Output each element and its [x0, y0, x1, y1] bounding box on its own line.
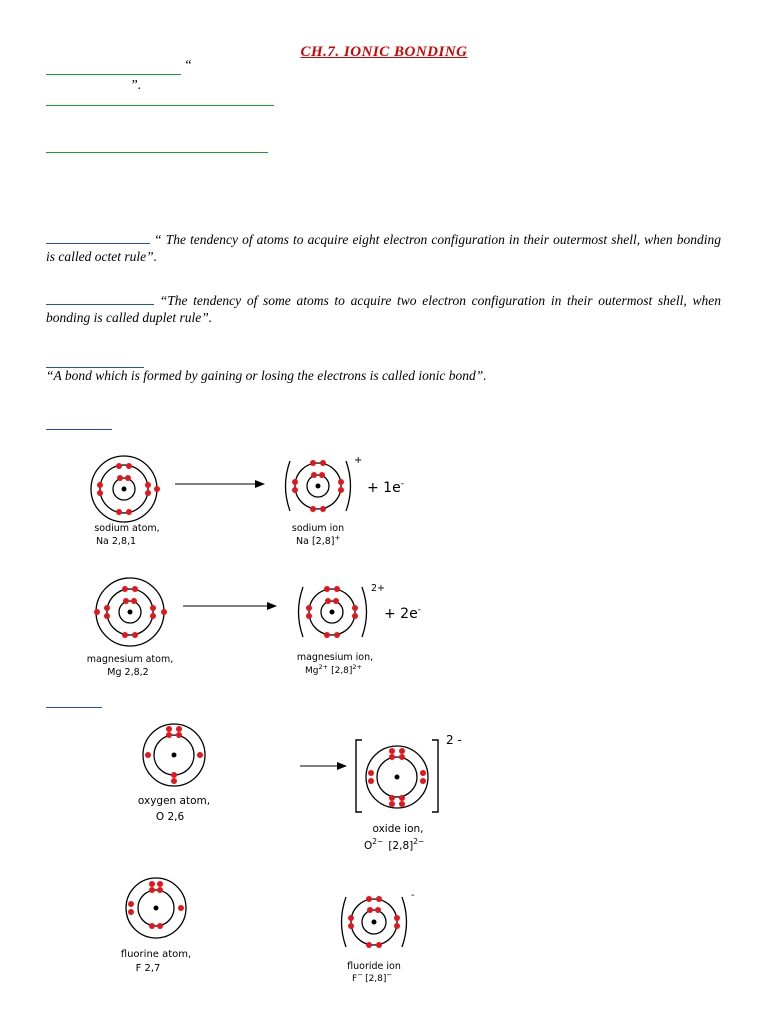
- magnesium-ion-label: magnesium ion,: [296, 652, 374, 663]
- oxide-ion-charge: 2 -: [446, 733, 462, 747]
- fluoride-ion-diagram: [342, 896, 407, 948]
- sodium-product: + 1e-: [367, 479, 404, 496]
- oxide-ion-config: $O^{2-}$ $[2,8]^{2-}$: [364, 837, 425, 852]
- sodium-ion-label: sodium ion: [291, 523, 345, 534]
- magnesium-ion-config: $Mg^{2+}$ $[2,8]^{2+}$: [305, 663, 363, 676]
- sodium-ion-charge: +: [354, 455, 363, 466]
- fluoride-ion-config: F− [2,8]−: [352, 971, 393, 984]
- magnesium-atom-config: Mg 2,8,2: [107, 667, 149, 678]
- magnesium-atom-diagram: [94, 578, 167, 646]
- sodium-ion-diagram: [286, 460, 351, 512]
- magnesium-product: + 2e-: [384, 605, 421, 622]
- magnesium-ion-diagram: [299, 586, 367, 638]
- open-quote: “: [184, 58, 192, 73]
- fluorine-atom-label: fluorine atom,: [120, 949, 192, 960]
- magnesium-ion-charge: 2+: [371, 583, 386, 594]
- octet-rule-text: “ The tendency of atoms to acquire eight electron configuration in their outermost shell, when bonding is called octet rule”.: [46, 232, 721, 264]
- page-title: CH.7. IONIC BONDING: [300, 44, 468, 60]
- oxygen-atom-label: oxygen atom,: [137, 795, 211, 807]
- electrons: [128, 881, 184, 929]
- sodium-atom-label: sodium atom,: [94, 523, 160, 534]
- oxide-ion-label: oxide ion,: [372, 823, 424, 835]
- oxide-ion-diagram: [356, 740, 438, 812]
- fluorine-atom-diagram: [126, 878, 186, 938]
- ionic-bond-text: “A bond which is formed by gaining or losing the electrons is called ionic bond”.: [46, 368, 487, 383]
- sodium-atom-config: Na 2,8,1: [95, 536, 137, 547]
- fluoride-ion-label: fluoride ion: [347, 961, 401, 972]
- oxygen-atom-config: O 2,6: [155, 811, 185, 823]
- close-quote: ”.: [130, 78, 142, 93]
- duplet-rule-text: “The tendency of some atoms to acquire two electron configuration in their outermost shell, when bonding is called duplet rule”.: [46, 293, 721, 325]
- electrons: [97, 463, 160, 515]
- oxygen-atom-diagram: [143, 724, 205, 786]
- magnesium-atom-label: magnesium atom,: [86, 654, 174, 665]
- sodium-ion-config: Na [2,8]+: [296, 534, 341, 547]
- fluoride-ion-charge: -: [411, 890, 415, 901]
- fluorine-atom-config: F 2,7: [135, 963, 161, 974]
- sodium-atom-diagram: [91, 456, 160, 522]
